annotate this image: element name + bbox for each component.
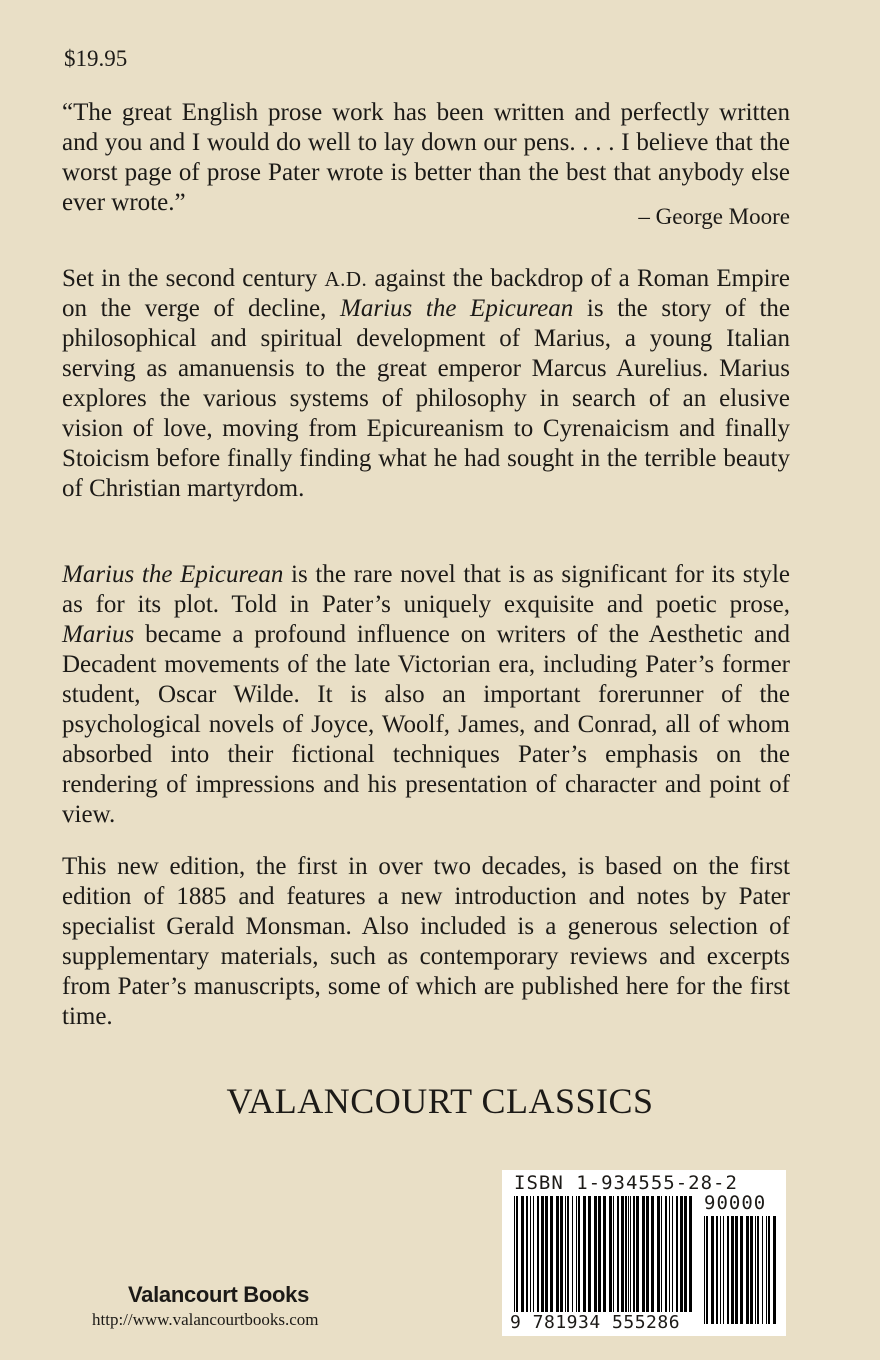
barcode-bar xyxy=(680,1196,683,1312)
price: $19.95 xyxy=(64,46,128,71)
barcode-bar xyxy=(537,1196,539,1312)
description-paragraph-1 xyxy=(62,264,790,504)
description-paragraph-2 xyxy=(62,560,790,830)
barcode-bar xyxy=(731,1216,734,1324)
barcode-bar xyxy=(740,1216,743,1324)
book-title: Marius the Epicurean xyxy=(340,295,574,322)
quote-attribution: – George Moore xyxy=(638,204,790,229)
paragraph-text: Set in the second century xyxy=(62,265,325,292)
barcode-bar xyxy=(530,1196,531,1312)
barcode-bar xyxy=(526,1196,528,1312)
barcode-bar xyxy=(727,1216,729,1324)
barcode-bar xyxy=(723,1216,724,1324)
barcode-bar xyxy=(636,1196,639,1312)
barcode-bar xyxy=(720,1216,721,1324)
barcode-bar xyxy=(576,1196,577,1312)
barcode-bar xyxy=(609,1196,612,1312)
isbn-barcode xyxy=(502,1170,786,1336)
barcode-bar xyxy=(516,1196,518,1312)
barcode-bar xyxy=(621,1196,624,1312)
barcode-bar xyxy=(657,1196,660,1312)
barcode-bar xyxy=(550,1196,553,1312)
barcode-bar xyxy=(625,1196,627,1312)
series-title: VALANCOURT CLASSICS xyxy=(226,1081,654,1121)
isbn-number: ISBN 1-934555-28-2 xyxy=(514,1172,738,1194)
barcode-bar xyxy=(572,1196,573,1312)
barcode-bar xyxy=(651,1196,654,1312)
barcode-bar xyxy=(630,1196,631,1312)
barcode-bar xyxy=(541,1196,544,1312)
paragraph-text: against the backdrop of a Roman Empire on the verge of decline, xyxy=(62,265,790,322)
publisher-name: Valancourt Books xyxy=(128,1282,310,1307)
barcode-bar xyxy=(746,1216,749,1324)
price-addon-code: 90000 xyxy=(704,1192,767,1214)
barcode-bar xyxy=(762,1216,763,1324)
barcode-bar xyxy=(689,1196,692,1312)
publisher-url: http://www.valancourtbooks.com xyxy=(92,1310,319,1329)
barcode-bar xyxy=(633,1196,635,1312)
barcode-bar xyxy=(768,1216,770,1324)
barcode-bar xyxy=(669,1196,670,1312)
barcode-bar xyxy=(716,1216,718,1324)
barcode-bar xyxy=(617,1196,619,1312)
barcode-bar xyxy=(646,1196,649,1312)
barcode-bar xyxy=(665,1196,667,1312)
barcode-bar xyxy=(757,1216,759,1324)
book-title: Marius the Epicurean xyxy=(62,561,284,588)
barcode-bar xyxy=(704,1216,705,1324)
era-abbreviation: A.D. xyxy=(324,267,368,291)
barcode-bar xyxy=(628,1196,629,1312)
barcode-bar xyxy=(684,1196,687,1312)
barcode-bar xyxy=(556,1196,559,1312)
barcode-bar xyxy=(514,1196,515,1312)
paragraph-text: is the story of the philosophical and spiritual development of Marius, a young Italian serving as amanuensis to the great emperor Marcus Aurelius. Marius explores the various systems of philosophy in search of an elusive vision of love, moving from Epicureanism to Cyrenaicism and finally Stoicism before finally finding what he had sought in the terrible beauty of Christian martyrdom. xyxy=(62,295,790,502)
barcode-bar xyxy=(565,1196,566,1312)
barcode-bar xyxy=(594,1196,597,1312)
barcode-bar xyxy=(766,1216,767,1324)
barcode-bar xyxy=(545,1196,548,1312)
barcode-bar xyxy=(588,1196,591,1312)
review-quote: “The great English prose work has been written and perfectly written and you and I would do well to lay down our pens. . . . I believe that the worst page of prose Pater wrote is better than the best that anybody else ever wrote.” xyxy=(62,99,790,216)
barcode-bar xyxy=(661,1196,662,1312)
barcode-bar xyxy=(672,1196,673,1312)
barcode-bar xyxy=(613,1196,614,1312)
barcode-bar xyxy=(750,1216,753,1324)
barcode-bar xyxy=(773,1216,776,1324)
barcode-bar xyxy=(583,1196,586,1312)
barcode-bar xyxy=(642,1196,645,1312)
barcode-bar xyxy=(706,1216,708,1324)
barcode-bar xyxy=(560,1196,563,1312)
barcode-bar xyxy=(521,1196,524,1312)
barcode-bar xyxy=(755,1216,756,1324)
book-short-title: Marius xyxy=(62,621,135,648)
paragraph-text: is the rare novel that is as significant for its style as for its plot. Told in Pater’s uniquely exquisite and poetic prose, xyxy=(62,561,791,618)
barcode-bar xyxy=(578,1196,580,1312)
description-paragraph-3: This new edition, the first in over two decades, is based on the first edition of 1885 and features a new introduction and notes by Pater specialist Gerald Monsman. Also included is a generous selection of supplementary materials, such as contemporary reviews and excerpts from Pater’s manuscripts, some of which are published here for the first time. xyxy=(62,853,790,1030)
barcode-bar xyxy=(567,1196,569,1312)
barcode-bar xyxy=(603,1196,606,1312)
paragraph-text: became a profound influence on writers of the Aesthetic and Decadent movements of the late Victorian era, including Pater’s former student, Oscar Wilde. It is also an important forerunner of the psychological novels of Joyce, Woolf, James, and Conrad, all of whom absorbed into their fictional techniques Pater’s emphasis on the rendering of impressions and his presentation of character and point of view. xyxy=(62,621,790,828)
barcode-bar xyxy=(598,1196,601,1312)
ean-number: 9 781934 555286 xyxy=(510,1312,681,1333)
barcode-bar xyxy=(676,1196,678,1312)
barcode-bar xyxy=(711,1216,714,1324)
barcode-bar xyxy=(533,1196,534,1312)
barcode-bar xyxy=(735,1216,738,1324)
